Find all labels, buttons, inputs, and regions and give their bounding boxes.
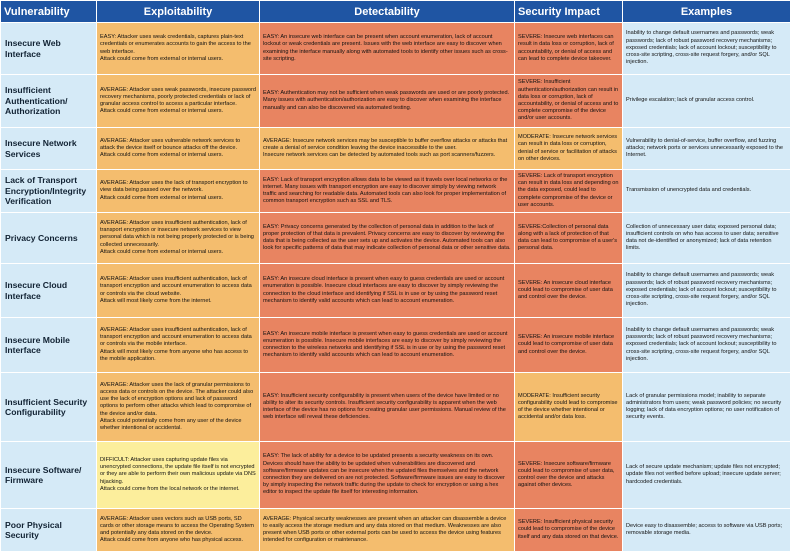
header-vulnerability: Vulnerability [1, 1, 97, 23]
exploitability-cell: EASY: Attacker uses weak credentials, captures plain-text credentials or enumerates accounts to gain the access to the web interface. Attack could come from external or internal users. [97, 23, 260, 75]
exploitability-cell: AVERAGE: Attacker uses vulnerable network services to attack the device itself or bounce attacks off the device. Attack could come from external or internal users. [97, 128, 260, 170]
table-row [1, 23, 790, 75]
impact-cell: SEVERE: An insecure mobile interface could lead to compromise of user data and control over the device. [515, 318, 623, 373]
examples-cell: Vulnerability to denial-of-service, buffer overflow, and fuzzing attacks; network ports or services unnecessarily exposed to the Internet. [623, 128, 790, 170]
impact-cell: SEVERE: Insufficient authentication/authorization can result in data loss or corruption, lack of accountability, or denial of access and to complete compromise of the device and/or user accounts. [515, 75, 623, 128]
table-row [1, 170, 790, 213]
vulnerability-name: Insecure Software/ Firmware [1, 442, 97, 509]
impact-cell: SEVERE: Insecure software/firmware could lead to compromise of user data, control over the device and attacks against other devices. [515, 442, 623, 509]
header-examples: Examples [623, 1, 790, 23]
impact-cell: SEVERE: Insufficient physical security could lead to compromise of the device itself and any data stored on that device. [515, 509, 623, 552]
detectability-cell: AVERAGE: Physical security weaknesses are present when an attacker can disassemble a device to easily access the storage medium and any data stored on that medium. Weaknesses are also present when USB ports or other external ports can be used to access the device using features intended for configuration or maintenance. [260, 509, 515, 552]
table-row [1, 128, 790, 170]
exploitability-cell: AVERAGE: Attacker uses insufficient authentication, lack of transport encryption and account enumeration to access data or controls via the cloud website. Attack will most likely come from the internet. [97, 264, 260, 318]
header-security-impact: Security Impact [515, 1, 623, 23]
detectability-cell: AVERAGE: Insecure network services may be susceptible to buffer overflow attacks or attacks that create a denial of service condition leaving the device inaccessible to the user. Insecure network services can be detected by automated tools such as port scanners/fuzzers. [260, 128, 515, 170]
vulnerability-name: Poor Physical Security [1, 509, 97, 552]
vulnerability-name: Privacy Concerns [1, 213, 97, 264]
examples-cell: Privilege escalation; lack of granular access control. [623, 75, 790, 128]
impact-cell: MODERATE: Insecure network services can result in data loss or corruption, denial of service or facilitation of attacks on other devices. [515, 128, 623, 170]
detectability-cell: EASY: An insecure cloud interface is present when easy to guess credentials are used or account enumeration is possible. Insecure cloud interfaces are easy to discover by simply reviewing the connection to the cloud interface and identifying if SSL is in use or by using the password reset mechanism to identify valid accounts which can lead to account enumeration. [260, 264, 515, 318]
vulnerability-name: Insecure Mobile Interface [1, 318, 97, 373]
detectability-cell: EASY: Authentication may not be sufficient when weak passwords are used or are poorly protected. Many issues with authentication/authorization are easy to discover when examining the interface manually and can also be discovered via automated testing. [260, 75, 515, 128]
examples-cell: Collection of unnecessary user data; exposed personal data; insufficient controls on who has access to user data; sensitive data not de-identified or anonymized; lack of data retention limits. [623, 213, 790, 264]
impact-cell: SEVERE: Insecure web interfaces can result in data loss or corruption, lack of accountability, or denial of access and can lead to complete device takeover. [515, 23, 623, 75]
detectability-cell: EASY: Lack of transport encryption allows data to be viewed as it travels over local networks or the internet. Many issues with transport encryption are easy to discover simply by viewing network traffic and searching for readable data. Automated tools can also look for proper implementation of common transport encryption such as SSL and TLS. [260, 170, 515, 213]
exploitability-cell: AVERAGE: Attacker uses insufficient authentication, lack of transport encryption and account enumeration to access data or controls via the mobile interface. Attack will most likely come from anyone who has access to the mobile application. [97, 318, 260, 373]
exploitability-cell: AVERAGE: Attacker uses the lack of granular permissions to access data or controls on the device. The attacker could also use the lack of encryption options and lack of password options to perform other attacks which lead to compromise of the device and/or data. Attack could potentially come from any user of the device whether intentional or accidental. [97, 373, 260, 442]
exploitability-cell: AVERAGE: Attacker uses weak passwords, insecure password recovery mechanisms, poorly protected credentials or lack of granular access control to access a particular interface. Attack could come from external or internal users. [97, 75, 260, 128]
table-row [1, 509, 790, 552]
examples-cell: Device easy to disassemble; access to software via USB ports; removable storage media. [623, 509, 790, 552]
vulnerability-name: Insufficient Authentication/ Authorization [1, 75, 97, 128]
examples-cell: Inability to change default usernames and passwords; weak passwords; lack of robust password recovery mechanisms; exposed credentials; lack of account lockout; susceptibility to cross-site scripting, cross-site request forgery, and/or SQL injection. [623, 264, 790, 318]
vulnerability-name: Lack of Transport Encryption/Integrity Verification [1, 170, 97, 213]
detectability-cell: EASY: The lack of ability for a device to be updated presents a security weakness on its own. Devices should have the ability to be updated when vulnerabilities are discovered and software/firmware updates can be insecure when the updated files themselves and the network connection they are delivered on are not protected. Software/firmware issues are easy to discover by simply inspecting the network traffic during the update to check for encryption or using a hex editor to inspect the update file itself for interesting information. [260, 442, 515, 509]
vulnerability-name: Insecure Network Services [1, 128, 97, 170]
exploitability-cell: AVERAGE: Attacker uses insufficient authentication, lack of transport encryption or insecure network services to view personal data which is not being properly protected or is being collected unnecessarily. Attack could come from external or internal users. [97, 213, 260, 264]
exploitability-cell: DIFFICULT: Attacker uses capturing update files via unencrypted connections, the update file itself is not encrypted or they are able to perform their own malicious update via DNS hijacking. Attack could come from the local network or the internet. [97, 442, 260, 509]
exploitability-cell: AVERAGE: Attacker uses the lack of transport encryption to view data being passed over the network. Attack could come from external or internal users. [97, 170, 260, 213]
examples-cell: Lack of secure update mechanism; update files not encrypted; update files not verified before upload; insecure update server; hardcoded credentials. [623, 442, 790, 509]
detectability-cell: EASY: Privacy concerns generated by the collection of personal data in addition to the lack of proper protection of that data is prevalent. Privacy concerns are easy to discover by reviewing the data that is being collected as the user sets up and activates the device. Automated tools can also look for specific patterns of data that may indicate collection of personal data or other sensitive data. [260, 213, 515, 264]
detectability-cell: EASY: Insufficient security configurability is present when users of the device have limited or no ability to alter its security controls. Insufficient security configurability is apparent when the web interface of the device has no options for creating granular user permissions. Manual review of the web interface will reveal these deficiencies. [260, 373, 515, 442]
impact-cell: SEVERE: Lack of transport encryption can result in data loss and depending on the data exposed, could lead to complete compromise of the device or user accounts. [515, 170, 623, 213]
detectability-cell: EASY: An insecure mobile interface is present when easy to guess credentials are used or account enumeration is possible. Insecure mobile interfaces are easy to discover by simply reviewing the connection to the wireless networks and identifying if SSL is in use or by using the password reset mechanism to identify valid accounts which can lead to account enumeration. [260, 318, 515, 373]
examples-cell: Lack of granular permissions model; inability to separate administrators from users; weak password policies; no security logging; lack of data encryption options; no user notification of security events. [623, 373, 790, 442]
vulnerability-name: Insecure Web Interface [1, 23, 97, 75]
header-detectability: Detectability [260, 1, 515, 23]
table-row [1, 318, 790, 373]
detectability-cell: EASY: An insecure web interface can be present when account enumeration, lack of account lockout or weak credentials are present. Issues with the web interface are easy to discover when examining the interface manually along with automated tools to identify other issues such as cross-site scripting. [260, 23, 515, 75]
examples-cell: Inability to change default usernames and passwords; weak passwords; lack of robust password recovery mechanisms; exposed credentials; lack of account lockout; susceptibility to cross-site scripting, cross-site request forgery, and/or SQL injection. [623, 23, 790, 75]
table-row [1, 442, 790, 509]
table-row [1, 264, 790, 318]
impact-cell: MODERATE: Insufficient security configurability could lead to compromise of the device whether intentional or accidental and/or data loss. [515, 373, 623, 442]
vulnerability-name: Insufficient Security Configurability [1, 373, 97, 442]
impact-cell: SEVERE:Collection of personal data along with a lack of protection of that data can lead to compromise of a user's personal data. [515, 213, 623, 264]
table-row [1, 213, 790, 264]
header-exploitability: Exploitability [97, 1, 260, 23]
table-row [1, 75, 790, 128]
examples-cell: Transmission of unencrypted data and credentials. [623, 170, 790, 213]
header-row [1, 1, 790, 23]
vulnerability-name: Insecure Cloud Interface [1, 264, 97, 318]
impact-cell: SEVERE: An insecure cloud interface could lead to compromise of user data and control over the device. [515, 264, 623, 318]
table-row [1, 373, 790, 442]
exploitability-cell: AVERAGE: Attacker uses vectors such as USB ports, SD cards or other storage means to access the Operating System and potentially any data stored on the device. Attack could come from anyone who has physical access. [97, 509, 260, 552]
examples-cell: Inability to change default usernames and passwords; weak passwords; lack of robust password recovery mechanisms; exposed credentials; lack of account lockout; susceptibility to cross-site scripting, cross-site request forgery, and/or SQL injection. [623, 318, 790, 373]
